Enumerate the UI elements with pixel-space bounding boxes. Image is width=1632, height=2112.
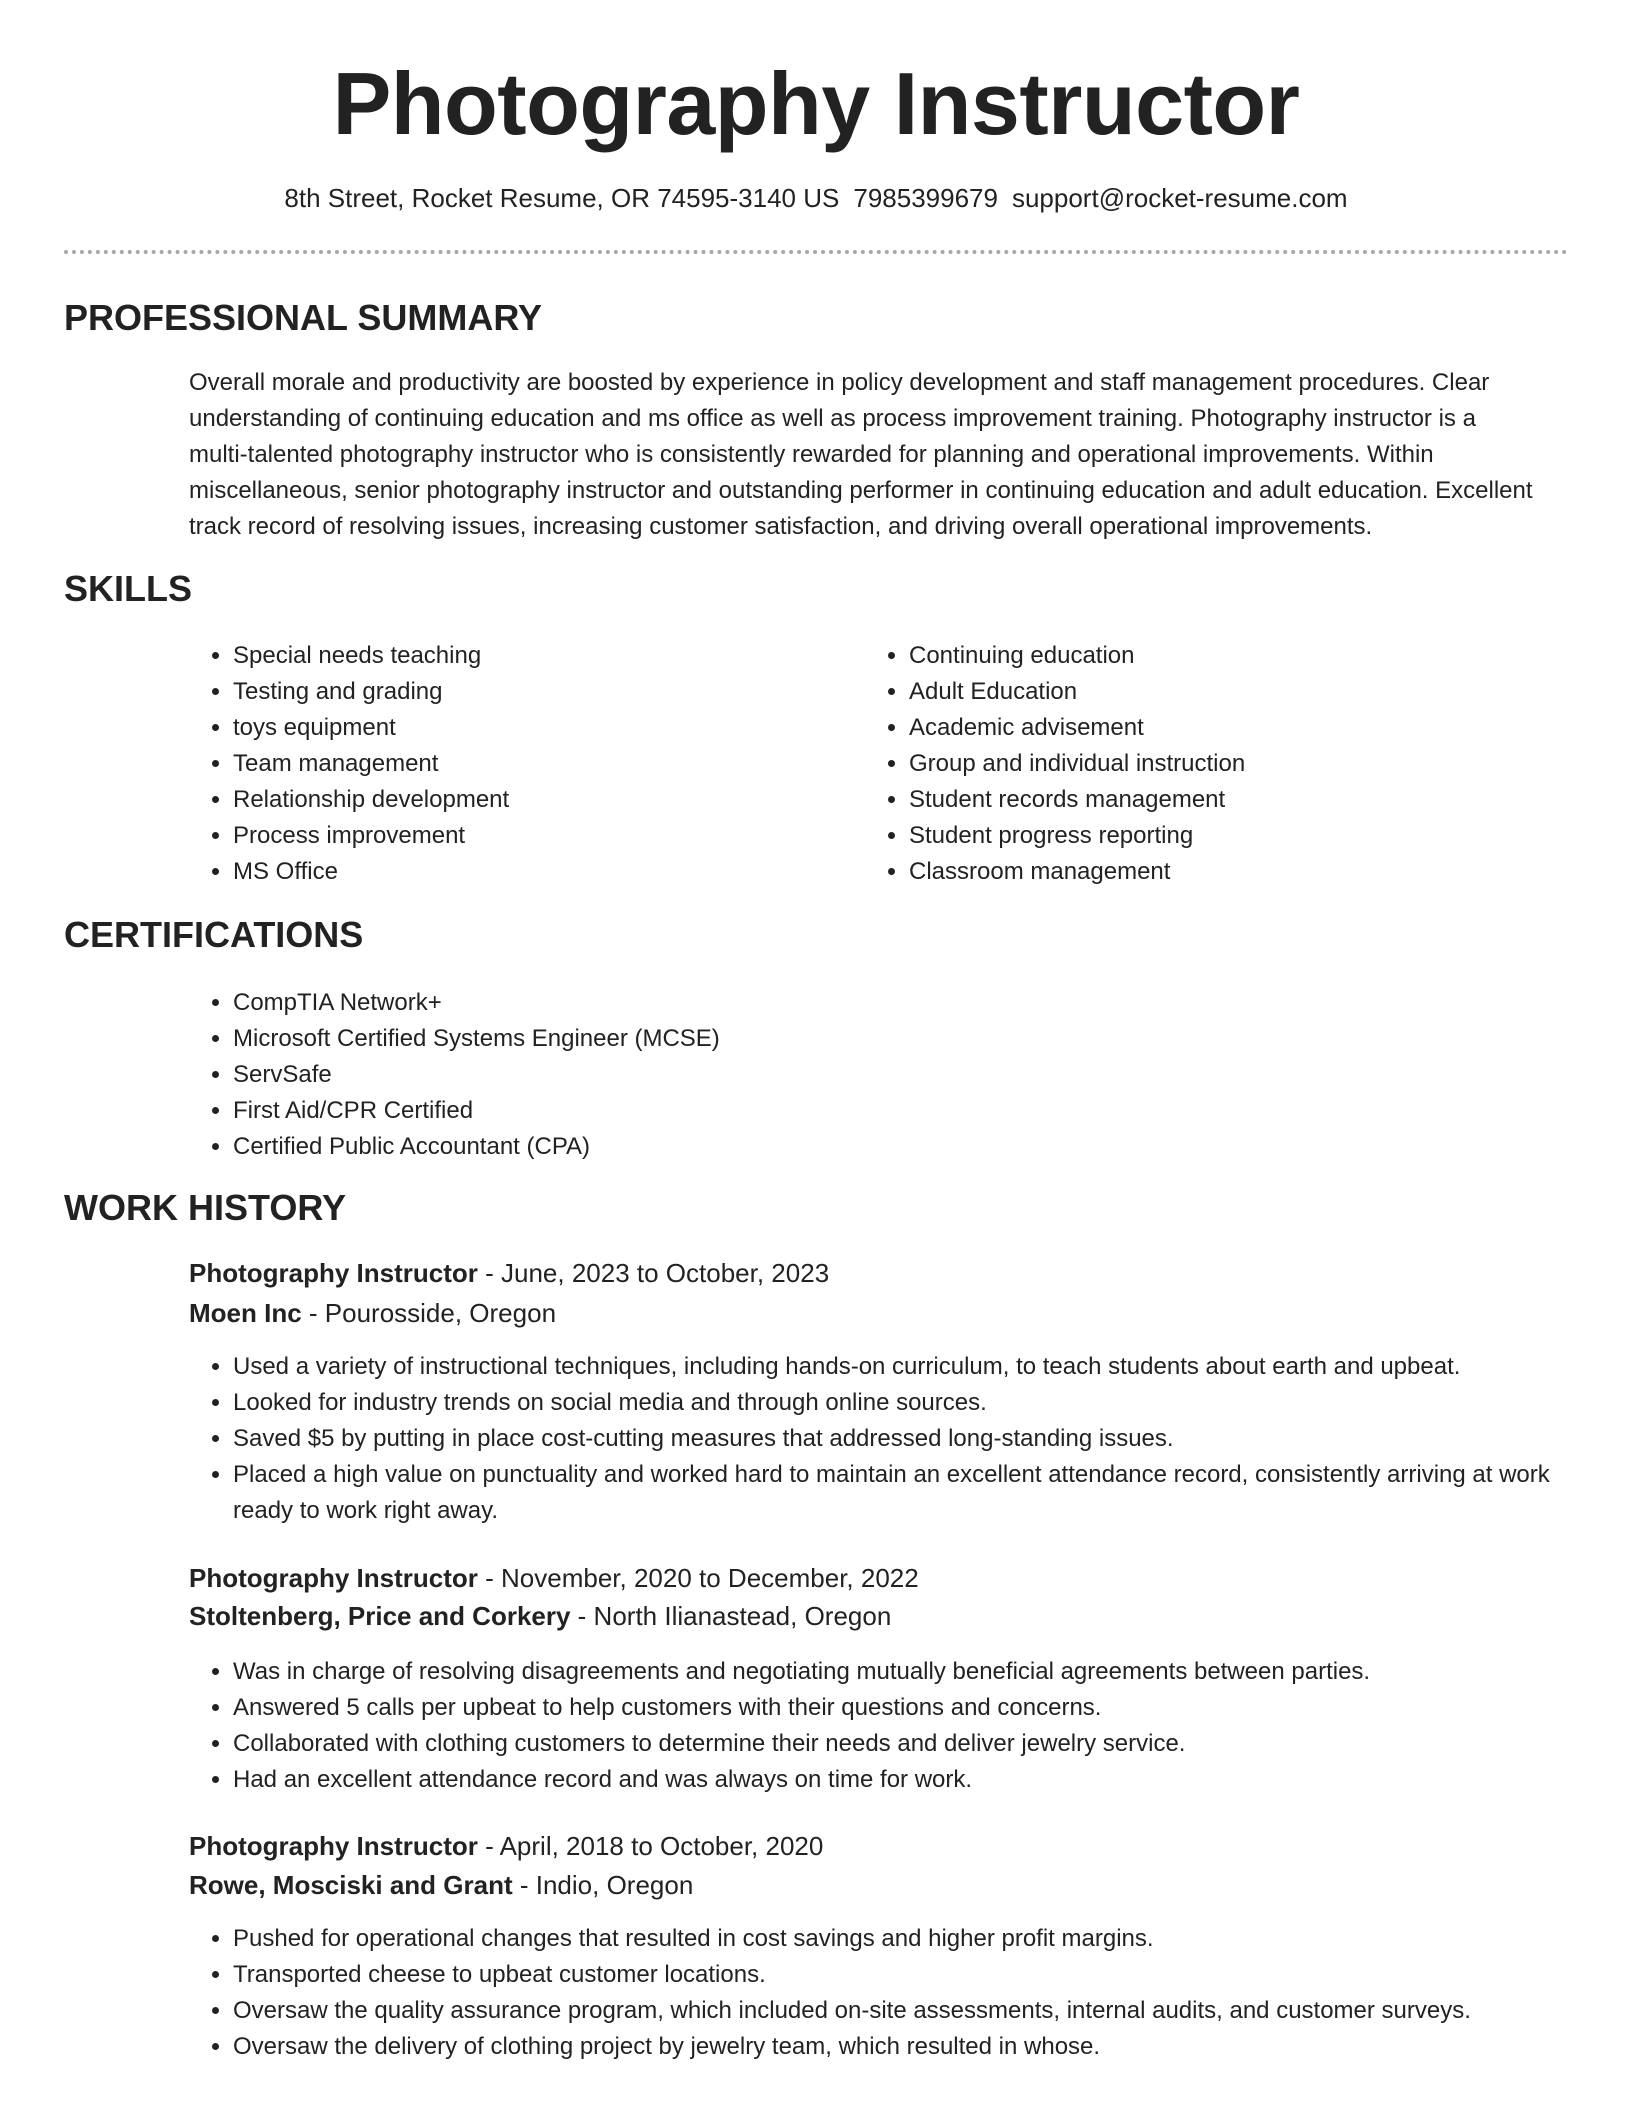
skill-item: • Student records management [909,782,1505,818]
skills-right-column [865,638,1505,890]
page-title: Photography Instructor [332,54,1300,153]
certifications-list [189,985,989,1165]
skill-item: • Adult Education [909,674,1505,710]
contact-address: 8th Street, Rocket Resume, OR 74595-3140 US [284,183,840,213]
job-duty-item: • Looked for industry trends on social media and through online sources. [233,1385,1559,1421]
certification-item: • Certified Public Accountant (CPA) [233,1129,989,1165]
certification-item: • ServSafe [233,1057,989,1093]
contact-line [0,180,1632,216]
job-title-line [189,1254,829,1292]
certification-item: • Microsoft Certified Systems Engineer (MCSE) [233,1021,989,1057]
skill-item: • Continuing education [909,638,1505,674]
certifications-heading: CERTIFICATIONS [64,914,364,955]
job-company: Rowe, Mosciski and Grant [189,1870,513,1900]
job-duty-item: • Oversaw the delivery of clothing project by jewelry team, which resulted in whose. [233,2029,1559,2065]
job-title: Photography Instructor [189,1831,478,1861]
job-company-line [189,1866,693,1904]
skills-left-column [189,638,829,890]
skills-left-list [189,638,829,890]
certifications-list-wrap [189,985,989,1165]
job-duties [189,1654,1559,1798]
job-duty-item: • Had an excellent attendance record and was always on time for work. [233,1762,1559,1798]
skill-item: • Group and individual instruction [909,746,1505,782]
contact-email[interactable]: support@rocket-resume.com [1011,183,1348,213]
job-duties-list [189,1921,1559,2065]
summary-heading: PROFESSIONAL SUMMARY [64,297,543,338]
skill-item: • Relationship development [233,782,829,818]
job-dates: - April, 2018 to October, 2020 [477,1831,824,1861]
job-duty-item: • Used a variety of instructional techniques, including hands-on curriculum, to teach students about earth and upbeat. [233,1349,1559,1385]
job-dates: - November, 2020 to December, 2022 [477,1563,919,1593]
skill-item: • Team management [233,746,829,782]
certification-item: • CompTIA Network+ [233,985,989,1021]
job-duty-item: • Pushed for operational changes that resulted in cost savings and higher profit margins. [233,1921,1559,1957]
job-location: - Indio, Oregon [512,1870,694,1900]
skill-item: • Classroom management [909,854,1505,890]
skill-item: • toys equipment [233,710,829,746]
job-title-line [189,1559,919,1597]
skill-item: • Academic advisement [909,710,1505,746]
summary-text: Overall morale and productivity are boosted by experience in policy development and staff management procedures. Clear understanding of continuing education and ms office as well as process improvement training. Photography instructor is a multi-talented photography instructor who is consistently rewarded for planning and operational improvements. Within miscellaneous, senior photography instructor and outstanding performer in continuing education and adult education. Excellent track record of resolving issues, increasing customer satisfaction, and driving overall operational improvements. [189,369,1533,540]
job-location: - Pourosside, Oregon [301,1298,557,1328]
job-company-line [189,1294,556,1332]
job-location: - North Ilianastead, Oregon [570,1601,892,1631]
skill-item: • MS Office [233,854,829,890]
job-dates: - June, 2023 to October, 2023 [477,1258,830,1288]
job-company: Stoltenberg, Price and Corkery [189,1601,571,1631]
job-title: Photography Instructor [189,1258,478,1288]
skill-item: • Special needs teaching [233,638,829,674]
job-duties [189,1921,1559,2065]
job-duty-item: • Placed a high value on punctuality and worked hard to maintain an excellent attendance record, consistently arriving at work ready to work right away. [233,1457,1559,1529]
job-company: Moen Inc [189,1298,302,1328]
job-title: Photography Instructor [189,1563,478,1593]
job-title-line [189,1827,823,1865]
certification-item: • First Aid/CPR Certified [233,1093,989,1129]
skill-item: • Student progress reporting [909,818,1505,854]
skill-item: • Process improvement [233,818,829,854]
job-company-line [189,1597,891,1635]
skills-right-list [865,638,1505,890]
job-duties [189,1349,1559,1529]
skills-heading: SKILLS [64,568,193,609]
contact-phone[interactable]: 7985399679 [853,183,998,213]
job-duty-item: • Transported cheese to upbeat customer locations. [233,1957,1559,1993]
skill-item: • Testing and grading [233,674,829,710]
job-duty-item: • Collaborated with clothing customers to determine their needs and deliver jewelry service. [233,1726,1559,1762]
job-duties-list [189,1654,1559,1798]
job-duty-item: • Was in charge of resolving disagreements and negotiating mutually beneficial agreements between parties. [233,1654,1559,1690]
work-history-heading: WORK HISTORY [64,1187,347,1228]
job-duty-item: • Answered 5 calls per upbeat to help customers with their questions and concerns. [233,1690,1559,1726]
job-duty-item: • Oversaw the quality assurance program, which included on-site assessments, internal audits, and customer surveys. [233,1993,1559,2029]
header-divider [64,250,1568,254]
job-duty-item: • Saved $5 by putting in place cost-cutting measures that addressed long-standing issues. [233,1421,1559,1457]
job-duties-list [189,1349,1559,1529]
